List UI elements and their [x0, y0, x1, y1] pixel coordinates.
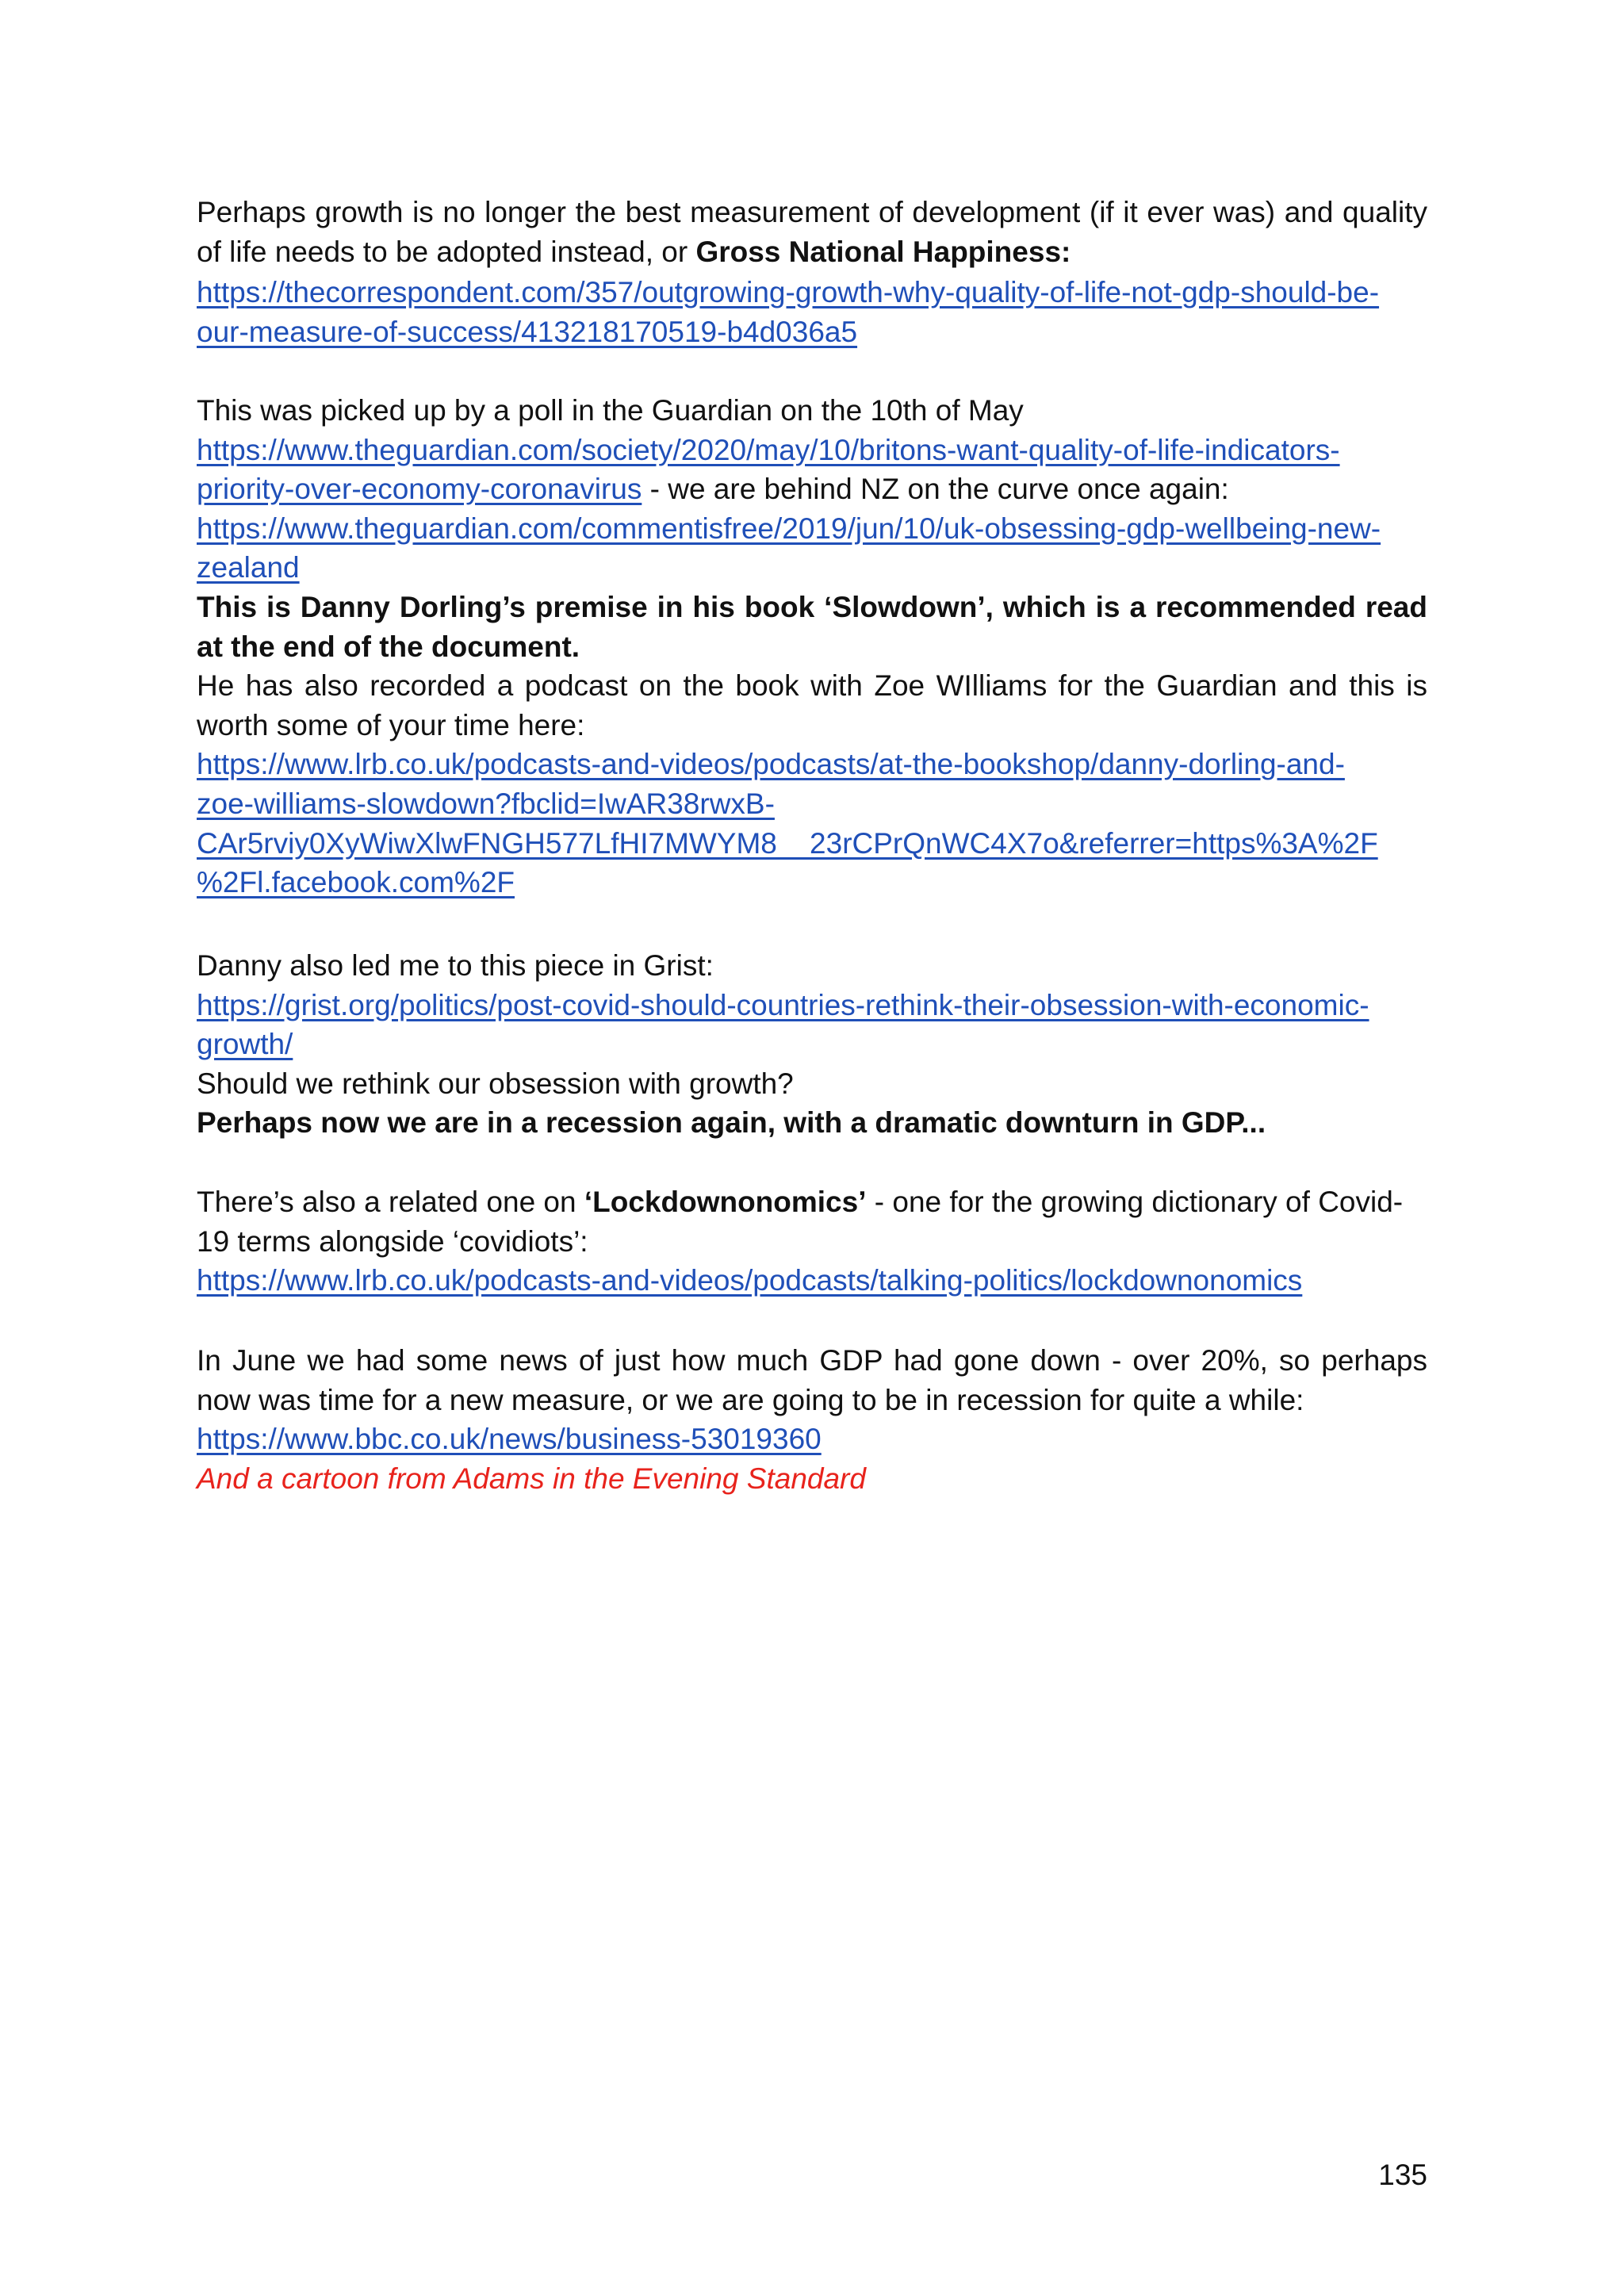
- text-span: There’s also a related one on: [197, 1186, 584, 1218]
- link-grist-cont[interactable]: [197, 1025, 1427, 1064]
- text-line: He has also recorded a podcast on the book with Zoe WIlliams for the Guardian and this is: [197, 669, 1427, 703]
- text-line: [197, 469, 1427, 509]
- link-text[interactable]: CAr5rviy0XyWiwXlwFNGH577LfHI7MWYM8__23rCPrQnWC4X7o&referrer=https%3A%2F: [197, 826, 1378, 860]
- link-correspondent-cont[interactable]: [197, 312, 1427, 352]
- link-guardian-poll[interactable]: [197, 431, 1427, 470]
- text-span: of life needs to be adopted instead, or: [197, 235, 696, 268]
- paragraph-gdp-june: [197, 1341, 1427, 1498]
- link-text[interactable]: our-measure-of-success/413218170519-b4d036a5: [197, 315, 858, 348]
- text-line: In June we had some news of just how much GDP had gone down - over 20%, so perhaps: [197, 1344, 1427, 1377]
- text-line: [197, 232, 1427, 272]
- text-line: Danny also led me to this piece in Grist:: [197, 949, 714, 982]
- text-line: This was picked up by a poll in the Guardian on the 10th of May: [197, 394, 1024, 427]
- link-guardian-nz[interactable]: [197, 509, 1427, 549]
- text-line: Should we rethink our obsession with growth?: [197, 1067, 794, 1100]
- bold-text-line: at the end of the document.: [197, 630, 580, 663]
- text-line: now was time for a new measure, or we are going to be in recession for quite a while:: [197, 1383, 1304, 1416]
- link-text[interactable]: https://www.theguardian.com/society/2020/may/10/britons-want-quality-of-life-indicators-: [197, 433, 1340, 466]
- link-lrb-slowdown[interactable]: [197, 745, 1427, 784]
- link-correspondent[interactable]: [197, 273, 1427, 312]
- link-text[interactable]: https://www.theguardian.com/commentisfree/2019/jun/10/uk-obsessing-gdp-wellbeing-new-: [197, 511, 1381, 545]
- link-lrb-slowdown-cont[interactable]: [197, 784, 1427, 824]
- text-line: Perhaps growth is no longer the best measurement of development (if it ever was) and quality: [197, 196, 1427, 228]
- bold-text: ‘Lockdownonomics’: [584, 1186, 867, 1218]
- link-guardian-poll-cont[interactable]: priority-over-economy-coronavirus: [197, 473, 642, 506]
- link-text[interactable]: zealand: [197, 551, 300, 584]
- bold-text-line: Perhaps now we are in a recession again, with a dramatic downturn in GDP...: [197, 1106, 1266, 1140]
- bold-text-line: This is Danny Dorling’s premise in his book ‘Slowdown’, which is a recommended read: [197, 590, 1427, 623]
- link-grist[interactable]: [197, 986, 1427, 1025]
- text-line: 19 terms alongside ‘covidiots’:: [197, 1224, 588, 1258]
- paragraph-grist: [197, 946, 1427, 1143]
- link-guardian-nz-cont[interactable]: [197, 548, 1427, 588]
- link-text[interactable]: zoe-williams-slowdown?fbclid=IwAR38rwxB-: [197, 787, 775, 820]
- link-text[interactable]: https://grist.org/politics/post-covid-should-countries-rethink-their-obsession-with-economic-: [197, 988, 1369, 1021]
- text-span: - one for the growing dictionary of Covid-: [866, 1186, 1404, 1218]
- paragraph-guardian-poll: [197, 391, 1427, 902]
- link-lrb-slowdown-cont[interactable]: [197, 863, 1427, 902]
- text-line: worth some of your time here:: [197, 708, 585, 741]
- text-span: - we are behind NZ on the curve once again:: [642, 473, 1229, 506]
- link-text[interactable]: growth/: [197, 1028, 293, 1061]
- paragraph-gross-national-happiness: [197, 193, 1427, 351]
- link-text[interactable]: %2Fl.facebook.com%2F: [197, 866, 515, 899]
- link-text[interactable]: https://www.bbc.co.uk/news/business-53019360: [197, 1423, 822, 1456]
- link-lrb-slowdown-cont[interactable]: [197, 824, 1427, 864]
- page-number: 135: [1378, 2159, 1427, 2191]
- link-text[interactable]: https://thecorrespondent.com/357/outgrowing-growth-why-quality-of-life-not-gdp-should-be-: [197, 276, 1380, 309]
- link-bbc[interactable]: [197, 1420, 1427, 1459]
- link-text[interactable]: https://www.lrb.co.uk/podcasts-and-videos/podcasts/talking-politics/lockdownonomics: [197, 1264, 1303, 1297]
- text-line: [197, 1182, 1427, 1222]
- bold-text: Gross National Happiness:: [695, 235, 1071, 268]
- paragraph-lockdownonomics: [197, 1182, 1427, 1301]
- cartoon-caption: And a cartoon from Adams in the Evening Standard: [197, 1462, 866, 1495]
- link-lrb-lockdownonomics[interactable]: [197, 1261, 1427, 1301]
- link-text[interactable]: https://www.lrb.co.uk/podcasts-and-videos/podcasts/at-the-bookshop/danny-dorling-and-: [197, 748, 1345, 781]
